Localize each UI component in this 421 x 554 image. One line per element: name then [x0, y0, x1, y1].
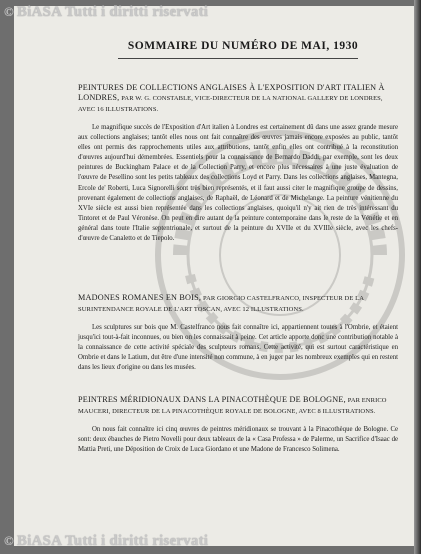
- watermark-top: [4, 4, 208, 21]
- article-title: PEINTRES MÉRIDIONAUX DANS LA PINACOTHÈQUE DE BOLOGNE,: [78, 395, 346, 404]
- watermark-text: BiASA Tutti i diritti riservati: [16, 4, 209, 20]
- article-title: PEINTURES DE COLLECTIONS ANGLAISES À L'EXPOSITION D'ART ITALIEN À LONDRES,: [78, 83, 385, 102]
- article-heading: [78, 293, 398, 315]
- article-title: MADONES ROMANES EN BOIS,: [78, 293, 202, 302]
- copyright-icon: ©: [4, 4, 14, 19]
- article-heading: [78, 395, 398, 417]
- copyright-icon: ©: [4, 533, 14, 548]
- watermark-text: BiASA Tutti i diritti riservati: [16, 533, 209, 549]
- title-divider: [118, 58, 358, 59]
- article-1: [78, 83, 398, 244]
- article-2: [78, 293, 398, 373]
- article-body: Le magnifique succès de l'Exposition d'Art italien à Londres est certainement dû dans une assez grande mesure aux collections anglaises; tantôt elles nous ont fait connaître des œuvres jamais encore exposées au public, tantôt elles ont permis des rapprochements utiles aux attributions, tantôt enfin elles ont contribué à la reconstitution d'œuvres aujourd'hui démembrées. Essentiels pour la connaissance de Bernardo Daddi, par exemple, sont les deux peintures de Buckingham Palace et de la Collection Parry, et encore plus nécessaires à une juste évaluation de l'œuvre de Pesellino sont les petits tableaux des collections Loyd et Parry. Dans les collections anglaises, Mantegna, Ercole de' Roberti, Luca Signorelli sont très bien représentés, et il faut aussi citer le magnifique groupe de dessins, provenant également de collections anglaises, de Raphaël, de Léonard et de Michelange. La peinture vénitienne du XVIe siècle est aussi bien représentée dans les collections anglaises, quoiqu'il n'y ait rien de très intéressant du Tintoret et de Paul Véronèse. On peut en dire autant de la peinture contemporaine dans le reste de la Vénétie et en général dans toute l'Italie septentrionale, et surtout de la peinture du XVIIe et du XVIIIe siècle, avec les chefs-d'œuvre de Canaletto et de Tiepolo.: [78, 124, 398, 243]
- page-title: SOMMAIRE DU NUMÉRO DE MAI, 1930: [127, 40, 359, 52]
- article-byline: PAR ENRICO MAUCERI, DIRECTEUR DE LA PINACOTHÈQUE ROYALE DE BOLOGNE, AVEC 8 ILLUSTRATIONS.: [78, 397, 387, 415]
- article-body: Les sculptures sur bois que M. Castelfranco nous fait connaître ici, appartiennent toutes à l'Ombrie, et étaient jusqu'ici tout-à-fait inconnues, ou bien on les connaissait à peine. Cet article apporte donc une contribution notable à la connaissance de cette activité spéciale des sculpteurs romans. Cette activité, qui est surtout caractéristique en Ombrie et dans le Latium, dut être d'une intensité non commune, à en juger par les nombreux exemples qui en restent dans les lieux d'origine ou dans les musées.: [78, 324, 398, 372]
- watermark-bottom: [4, 533, 208, 550]
- article-byline: PAR W. G. CONSTABLE, VICE-DIRECTEUR DE LA NATIONAL GALLERY DE LONDRES, AVEC 16 ILLUSTRATIONS.: [78, 95, 383, 113]
- summary-content: [78, 40, 398, 454]
- article-byline: PAR GIORGIO CASTELFRANCO, INSPECTEUR DE LA SURINTENDANCE ROYALE DE L'ART TOSCAN, AVEC 12 ILLUSTRATIONS.: [78, 295, 364, 313]
- article-body: On nous fait connaître ici cinq œuvres de peintres méridionaux se trouvant à la Pinacothèque de Bologne. Ce sont: deux ébauches de Pietro Novelli pour deux tableaux de la « Casa Professa » de Palerme, un Sacrifice d'Isaac de Mattia Preti, une Déposition de Croix de Luca Giordano et une Madone de Francesco Solimena.: [78, 426, 398, 454]
- article-heading: [78, 83, 398, 115]
- article-3: [78, 395, 398, 455]
- book-gutter-edge: [414, 0, 421, 554]
